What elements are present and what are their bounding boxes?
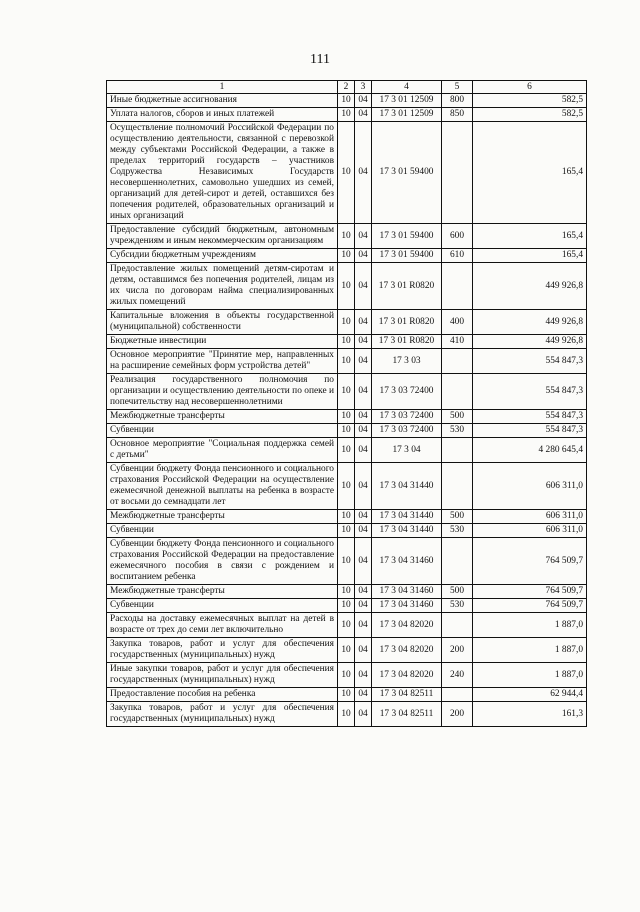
expense-type-cell: 200: [442, 638, 473, 663]
section-cell: 10: [338, 585, 355, 599]
subsection-cell: 04: [355, 424, 372, 438]
expense-type-cell: [442, 122, 473, 224]
target-code-cell: 17 3 04 31440: [372, 524, 442, 538]
target-code-cell: 17 3 01 12509: [372, 94, 442, 108]
expense-type-cell: [442, 263, 473, 310]
section-cell: 10: [338, 349, 355, 374]
target-code-cell: 17 3 01 R0820: [372, 310, 442, 335]
header-cell: 6: [473, 81, 587, 94]
table-row: [107, 224, 587, 249]
row-name-cell: Осуществление полномочий Российской Федерации по осуществлению деятельности, связанной с перевозкой между субъектами Российской Федерации, а также в пределах территорий государств – участников Содружества Независимых Государств несовершеннолетних, самовольно ушедших из семей, организаций для детей-сирот и детей, оставшихся без попечения родителей, образовательных организаций и иных организаций: [107, 122, 338, 224]
subsection-cell: 04: [355, 510, 372, 524]
amount-cell: 4 280 645,4: [473, 438, 587, 463]
subsection-cell: 04: [355, 224, 372, 249]
subsection-cell: 04: [355, 438, 372, 463]
target-code-cell: 17 3 01 12509: [372, 108, 442, 122]
subsection-cell: 04: [355, 638, 372, 663]
target-code-cell: 17 3 03: [372, 349, 442, 374]
section-cell: 10: [338, 702, 355, 727]
target-code-cell: 17 3 04 31460: [372, 599, 442, 613]
expense-type-cell: 850: [442, 108, 473, 122]
target-code-cell: 17 3 04 31440: [372, 463, 442, 510]
row-name-cell: Предоставление жилых помещений детям-сиротам и детям, оставшимся без попечения родителей, лицам из их числа по договорам найма специализированных жилых помещений: [107, 263, 338, 310]
expense-type-cell: [442, 374, 473, 410]
section-cell: 10: [338, 538, 355, 585]
header-cell: 5: [442, 81, 473, 94]
table-row: [107, 538, 587, 585]
row-name-cell: Субвенции бюджету Фонда пенсионного и социального страхования Российской Федерации на осуществление ежемесячной денежной выплаты на ребенка в возрасте от восьми до семнадцати лет: [107, 463, 338, 510]
row-name-cell: Иные бюджетные ассигнования: [107, 94, 338, 108]
subsection-cell: 04: [355, 263, 372, 310]
row-name-cell: Межбюджетные трансферты: [107, 410, 338, 424]
amount-cell: 1 887,0: [473, 663, 587, 688]
amount-cell: 165,4: [473, 224, 587, 249]
subsection-cell: 04: [355, 249, 372, 263]
target-code-cell: 17 3 01 R0820: [372, 335, 442, 349]
subsection-cell: 04: [355, 524, 372, 538]
section-cell: 10: [338, 122, 355, 224]
table-row: [107, 510, 587, 524]
expense-type-cell: 500: [442, 585, 473, 599]
section-cell: 10: [338, 374, 355, 410]
amount-cell: 449 926,8: [473, 335, 587, 349]
header-cell: 4: [372, 81, 442, 94]
row-name-cell: Основное мероприятие "Социальная поддержка семей с детьми": [107, 438, 338, 463]
row-name-cell: Закупка товаров, работ и услуг для обеспечения государственных (муниципальных) нужд: [107, 638, 338, 663]
section-cell: 10: [338, 599, 355, 613]
section-cell: 10: [338, 410, 355, 424]
target-code-cell: 17 3 04 82511: [372, 688, 442, 702]
row-name-cell: Иные закупки товаров, работ и услуг для обеспечения государственных (муниципальных) нужд: [107, 663, 338, 688]
section-cell: 10: [338, 263, 355, 310]
target-code-cell: 17 3 04 31460: [372, 538, 442, 585]
table-row: [107, 438, 587, 463]
expense-type-cell: 400: [442, 310, 473, 335]
section-cell: 10: [338, 663, 355, 688]
row-name-cell: Капитальные вложения в объекты государственной (муниципальной) собственности: [107, 310, 338, 335]
expense-type-cell: [442, 349, 473, 374]
section-cell: 10: [338, 108, 355, 122]
subsection-cell: 04: [355, 688, 372, 702]
expense-type-cell: 800: [442, 94, 473, 108]
section-cell: 10: [338, 638, 355, 663]
target-code-cell: 17 3 04 82511: [372, 702, 442, 727]
subsection-cell: 04: [355, 538, 372, 585]
table-row: [107, 94, 587, 108]
row-name-cell: Субвенции: [107, 524, 338, 538]
target-code-cell: 17 3 04 82020: [372, 638, 442, 663]
amount-cell: 554 847,3: [473, 424, 587, 438]
row-name-cell: Субвенции: [107, 599, 338, 613]
row-name-cell: Реализация государственного полномочия по организации и осуществлению деятельности по опеке и попечительству над несовершеннолетними: [107, 374, 338, 410]
amount-cell: 161,3: [473, 702, 587, 727]
expense-type-cell: 530: [442, 599, 473, 613]
target-code-cell: 17 3 01 59400: [372, 224, 442, 249]
section-cell: 10: [338, 224, 355, 249]
subsection-cell: 04: [355, 585, 372, 599]
row-name-cell: Предоставление пособия на ребенка: [107, 688, 338, 702]
target-code-cell: 17 3 01 59400: [372, 249, 442, 263]
table-row: [107, 108, 587, 122]
row-name-cell: Основное мероприятие "Принятие мер, направленных на расширение семейных форм устройства детей": [107, 349, 338, 374]
target-code-cell: 17 3 03 72400: [372, 410, 442, 424]
section-cell: 10: [338, 94, 355, 108]
table-row: [107, 410, 587, 424]
amount-cell: 764 509,7: [473, 585, 587, 599]
row-name-cell: Закупка товаров, работ и услуг для обеспечения государственных (муниципальных) нужд: [107, 702, 338, 727]
table-row: [107, 374, 587, 410]
subsection-cell: 04: [355, 335, 372, 349]
subsection-cell: 04: [355, 122, 372, 224]
table-row: [107, 638, 587, 663]
row-name-cell: Межбюджетные трансферты: [107, 585, 338, 599]
row-name-cell: Межбюджетные трансферты: [107, 510, 338, 524]
table-row: [107, 585, 587, 599]
row-name-cell: Субвенции бюджету Фонда пенсионного и социального страхования Российской Федерации на предоставление ежемесячного пособия в связи с рождением и воспитанием ребенка: [107, 538, 338, 585]
section-cell: 10: [338, 424, 355, 438]
row-name-cell: Бюджетные инвестиции: [107, 335, 338, 349]
section-cell: 10: [338, 613, 355, 638]
section-cell: 10: [338, 438, 355, 463]
expense-type-cell: [442, 538, 473, 585]
table-row: [107, 463, 587, 510]
table-row: [107, 613, 587, 638]
subsection-cell: 04: [355, 702, 372, 727]
amount-cell: 554 847,3: [473, 410, 587, 424]
subsection-cell: 04: [355, 94, 372, 108]
row-name-cell: Предоставление субсидий бюджетным, автономным учреждениям и иным некоммерческим организациям: [107, 224, 338, 249]
subsection-cell: 04: [355, 463, 372, 510]
target-code-cell: 17 3 03 72400: [372, 424, 442, 438]
target-code-cell: 17 3 04 31440: [372, 510, 442, 524]
row-name-cell: Уплата налогов, сборов и иных платежей: [107, 108, 338, 122]
section-cell: 10: [338, 688, 355, 702]
table-row: [107, 524, 587, 538]
expense-type-cell: [442, 463, 473, 510]
subsection-cell: 04: [355, 349, 372, 374]
subsection-cell: 04: [355, 599, 372, 613]
table-row: [107, 702, 587, 727]
row-name-cell: Субвенции: [107, 424, 338, 438]
header-cell: 2: [338, 81, 355, 94]
section-cell: 10: [338, 310, 355, 335]
subsection-cell: 04: [355, 108, 372, 122]
target-code-cell: 17 3 03 72400: [372, 374, 442, 410]
subsection-cell: 04: [355, 310, 372, 335]
section-cell: 10: [338, 335, 355, 349]
table-row: [107, 310, 587, 335]
amount-cell: 606 311,0: [473, 463, 587, 510]
amount-cell: 449 926,8: [473, 263, 587, 310]
amount-cell: 764 509,7: [473, 538, 587, 585]
header-cell: 1: [107, 81, 338, 94]
table-row: [107, 249, 587, 263]
expense-type-cell: 600: [442, 224, 473, 249]
amount-cell: 165,4: [473, 249, 587, 263]
target-code-cell: 17 3 04 31460: [372, 585, 442, 599]
section-cell: 10: [338, 463, 355, 510]
target-code-cell: 17 3 01 R0820: [372, 263, 442, 310]
page-number: 111: [310, 52, 330, 67]
header-row: [107, 81, 587, 94]
amount-cell: 606 311,0: [473, 524, 587, 538]
expense-type-cell: [442, 438, 473, 463]
row-name-cell: Расходы на доставку ежемесячных выплат на детей в возрасте от трех до семи лет включительно: [107, 613, 338, 638]
target-code-cell: 17 3 04: [372, 438, 442, 463]
expense-type-cell: [442, 613, 473, 638]
table-body: [107, 94, 587, 727]
amount-cell: 554 847,3: [473, 374, 587, 410]
subsection-cell: 04: [355, 613, 372, 638]
amount-cell: 1 887,0: [473, 613, 587, 638]
amount-cell: 1 887,0: [473, 638, 587, 663]
amount-cell: 582,5: [473, 108, 587, 122]
expense-type-cell: 530: [442, 424, 473, 438]
amount-cell: 606 311,0: [473, 510, 587, 524]
table-row: [107, 599, 587, 613]
amount-cell: 554 847,3: [473, 349, 587, 374]
subsection-cell: 04: [355, 663, 372, 688]
section-cell: 10: [338, 510, 355, 524]
expense-type-cell: 500: [442, 510, 473, 524]
expense-type-cell: 410: [442, 335, 473, 349]
amount-cell: 449 926,8: [473, 310, 587, 335]
section-cell: 10: [338, 524, 355, 538]
expense-type-cell: 530: [442, 524, 473, 538]
table-row: [107, 688, 587, 702]
subsection-cell: 04: [355, 374, 372, 410]
subsection-cell: 04: [355, 410, 372, 424]
table-row: [107, 349, 587, 374]
table-row: [107, 424, 587, 438]
table-row: [107, 122, 587, 224]
table-row: [107, 263, 587, 310]
amount-cell: 62 944,4: [473, 688, 587, 702]
target-code-cell: 17 3 04 82020: [372, 613, 442, 638]
table-row: [107, 663, 587, 688]
expense-type-cell: 610: [442, 249, 473, 263]
expense-type-cell: 200: [442, 702, 473, 727]
target-code-cell: 17 3 01 59400: [372, 122, 442, 224]
header-cell: 3: [355, 81, 372, 94]
amount-cell: 582,5: [473, 94, 587, 108]
amount-cell: 165,4: [473, 122, 587, 224]
amount-cell: 764 509,7: [473, 599, 587, 613]
table-row: [107, 335, 587, 349]
row-name-cell: Субсидии бюджетным учреждениям: [107, 249, 338, 263]
expense-type-cell: 500: [442, 410, 473, 424]
budget-table: [106, 80, 587, 727]
target-code-cell: 17 3 04 82020: [372, 663, 442, 688]
expense-type-cell: [442, 688, 473, 702]
expense-type-cell: 240: [442, 663, 473, 688]
section-cell: 10: [338, 249, 355, 263]
